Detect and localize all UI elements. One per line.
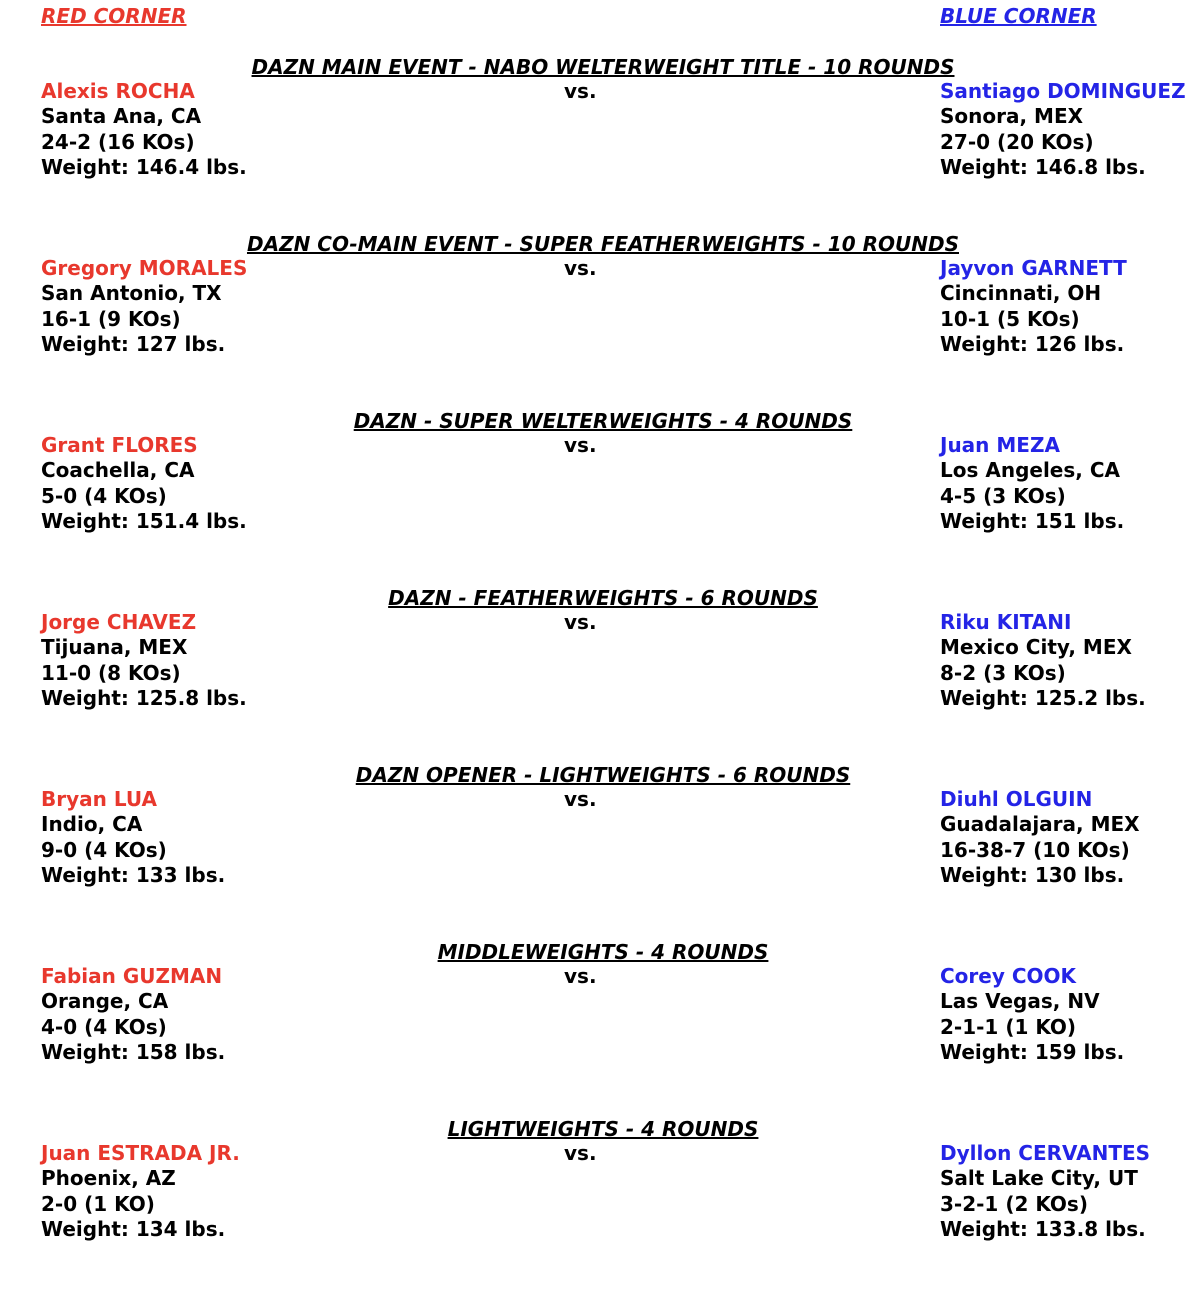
- vs-label: vs.: [564, 433, 597, 457]
- bout-card: [0, 939, 1200, 1119]
- fighter-name: Bryan LUA: [41, 787, 157, 811]
- vs-label: vs.: [564, 610, 597, 634]
- fighter-hometown: Indio, CA: [41, 812, 143, 837]
- fighter-name: Grant FLORES: [41, 433, 198, 457]
- fighter-name: Fabian GUZMAN: [41, 964, 223, 988]
- bout-card: [0, 762, 1200, 942]
- fighter-record: 5-0 (4 KOs): [41, 483, 167, 508]
- red-corner-fighter: [41, 964, 225, 1065]
- fighter-record: 27-0 (20 KOs): [940, 129, 1094, 154]
- fighter-name: Jayvon GARNETT: [940, 256, 1127, 280]
- bout-card: [0, 54, 1200, 234]
- fighter-hometown: Guadalajara, MEX: [940, 812, 1140, 837]
- fighter-weight: Weight: 134 lbs.: [41, 1216, 226, 1241]
- fighter-hometown: San Antonio, TX: [41, 281, 222, 306]
- fighter-hometown: Coachella, CA: [41, 458, 195, 483]
- fighter-weight: Weight: 159 lbs.: [940, 1039, 1125, 1064]
- fighter-name: Jorge CHAVEZ: [41, 610, 197, 634]
- fighter-name: Corey COOK: [940, 964, 1077, 988]
- red-corner-fighter: [41, 433, 247, 534]
- fighter-weight: Weight: 151 lbs.: [940, 508, 1125, 533]
- fighter-hometown: Los Angeles, CA: [940, 458, 1120, 483]
- blue-corner-fighter: [940, 256, 1127, 357]
- vs-label: vs.: [564, 79, 597, 103]
- fighter-record: 2-0 (1 KO): [41, 1191, 155, 1216]
- fighter-weight: Weight: 130 lbs.: [940, 862, 1125, 887]
- fighter-name: Gregory MORALES: [41, 256, 248, 280]
- fighter-hometown: Cincinnati, OH: [940, 281, 1102, 306]
- red-corner-fighter: [41, 256, 247, 357]
- fighter-record: 4-5 (3 KOs): [940, 483, 1066, 508]
- fighter-record: 24-2 (16 KOs): [41, 129, 195, 154]
- blue-corner-fighter: [940, 964, 1124, 1065]
- fighter-weight: Weight: 133.8 lbs.: [940, 1216, 1146, 1241]
- blue-corner-fighter: [940, 79, 1186, 180]
- fighter-name: Alexis ROCHA: [41, 79, 195, 103]
- red-corner-fighter: [41, 610, 247, 711]
- red-corner-fighter: [41, 79, 247, 180]
- fighter-name: Santiago DOMINGUEZ: [940, 79, 1186, 103]
- blue-corner-fighter: [940, 787, 1140, 888]
- blue-corner-fighter: [940, 1141, 1150, 1242]
- fighter-hometown: Santa Ana, CA: [41, 104, 202, 129]
- fighter-name: Juan MEZA: [940, 433, 1060, 457]
- blue-corner-fighter: [940, 610, 1146, 711]
- fighter-name: Juan ESTRADA JR.: [41, 1141, 240, 1165]
- fighter-name: Diuhl OLGUIN: [940, 787, 1093, 811]
- fighter-weight: Weight: 127 lbs.: [41, 331, 226, 356]
- red-corner-fighter: [41, 787, 225, 888]
- vs-label: vs.: [564, 1141, 597, 1165]
- fighter-weight: Weight: 146.4 lbs.: [41, 154, 247, 179]
- fighter-record: 9-0 (4 KOs): [41, 837, 167, 862]
- fighter-hometown: Mexico City, MEX: [940, 635, 1132, 660]
- fighter-hometown: Salt Lake City, UT: [940, 1166, 1138, 1191]
- fighter-record: 10-1 (5 KOs): [940, 306, 1080, 331]
- fighter-weight: Weight: 125.2 lbs.: [940, 685, 1146, 710]
- vs-label: vs.: [564, 964, 597, 988]
- fighter-hometown: Orange, CA: [41, 989, 169, 1014]
- fighter-hometown: Phoenix, AZ: [41, 1166, 176, 1191]
- fighter-record: 8-2 (3 KOs): [940, 660, 1066, 685]
- bout-title: DAZN - FEATHERWEIGHTS - 6 ROUNDS: [388, 586, 818, 610]
- fighter-record: 11-0 (8 KOs): [41, 660, 181, 685]
- fighter-weight: Weight: 146.8 lbs.: [940, 154, 1146, 179]
- bout-title: DAZN MAIN EVENT - NABO WELTERWEIGHT TITLE - 10 ROUNDS: [251, 55, 955, 79]
- fighter-weight: Weight: 125.8 lbs.: [41, 685, 247, 710]
- fighter-weight: Weight: 151.4 lbs.: [41, 508, 247, 533]
- bout-card: [0, 231, 1200, 411]
- bout-card: [0, 408, 1200, 588]
- fighter-record: 4-0 (4 KOs): [41, 1014, 167, 1039]
- fighter-hometown: Las Vegas, NV: [940, 989, 1100, 1014]
- blue-corner-heading: BLUE CORNER: [940, 4, 1097, 28]
- fighter-name: Riku KITANI: [940, 610, 1072, 634]
- fighter-weight: Weight: 133 lbs.: [41, 862, 226, 887]
- fighter-weight: Weight: 126 lbs.: [940, 331, 1125, 356]
- bout-title: DAZN - SUPER WELTERWEIGHTS - 4 ROUNDS: [353, 409, 853, 433]
- fighter-hometown: Sonora, MEX: [940, 104, 1084, 129]
- vs-label: vs.: [564, 787, 597, 811]
- fighter-record: 16-38-7 (10 KOs): [940, 837, 1130, 862]
- fighter-record: 16-1 (9 KOs): [41, 306, 181, 331]
- red-corner-fighter: [41, 1141, 240, 1242]
- red-corner-heading: RED CORNER: [41, 4, 187, 28]
- fighter-record: 2-1-1 (1 KO): [940, 1014, 1077, 1039]
- fighter-hometown: Tijuana, MEX: [41, 635, 188, 660]
- bout-title: DAZN OPENER - LIGHTWEIGHTS - 6 ROUNDS: [355, 763, 851, 787]
- blue-corner-fighter: [940, 433, 1124, 534]
- bout-card: [0, 585, 1200, 765]
- bout-card: [0, 1116, 1200, 1296]
- bout-title: DAZN CO-MAIN EVENT - SUPER FEATHERWEIGHTS - 10 ROUNDS: [246, 232, 959, 256]
- vs-label: vs.: [564, 256, 597, 280]
- fighter-name: Dyllon CERVANTES: [940, 1141, 1151, 1165]
- bout-title: MIDDLEWEIGHTS - 4 ROUNDS: [437, 940, 769, 964]
- fighter-record: 3-2-1 (2 KOs): [940, 1191, 1088, 1216]
- fighter-weight: Weight: 158 lbs.: [41, 1039, 226, 1064]
- bout-title: LIGHTWEIGHTS - 4 ROUNDS: [447, 1117, 759, 1141]
